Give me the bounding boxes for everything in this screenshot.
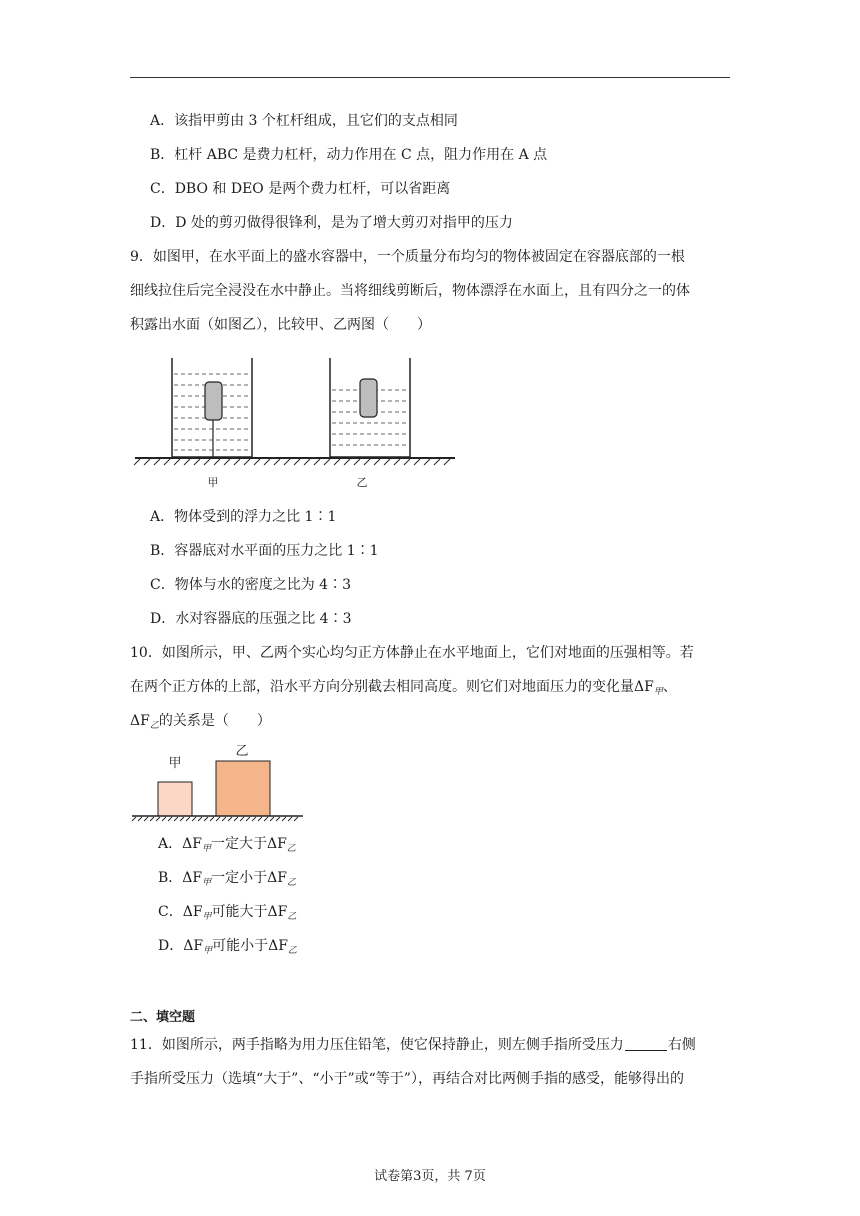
q9-stem-line2: 细线拉住后完全浸没在水中静止。当将细线剪断后，物体漂浮在水面上，且有四分之一的体 xyxy=(130,283,690,299)
page-footer: 试卷第3页，共 7页 xyxy=(374,1169,486,1184)
q9-stem-line3: 积露出水面（如图乙），比较甲、乙两图（ ） xyxy=(130,317,431,333)
q10-label-jia: 甲 xyxy=(168,756,182,771)
q9-object-yi xyxy=(360,379,377,417)
q9-option-c: C．物体与水的密度之比为 4∶3 xyxy=(150,577,351,593)
q8-option-d: D．D 处的剪刃做得很锋利，是为了增大剪刃对指甲的压力 xyxy=(150,215,513,231)
q9-option-d: D．水对容器底的压强之比 4∶3 xyxy=(150,611,352,627)
q9-label-yi: 乙 xyxy=(356,476,368,489)
q10-stem-line3: $\Delta F_乙$的关系是（ ） xyxy=(130,713,271,731)
q10-label-yi: 乙 xyxy=(235,744,249,759)
q10-cube-yi xyxy=(216,761,270,816)
q10-stem-line1: 10．如图所示，甲、乙两个实心均匀正方体静止在水平地面上，它们对地面的压强相等。若 xyxy=(130,645,694,661)
q9-figure xyxy=(130,350,460,495)
q9-option-b: B．容器底对水平面的压力之比 1∶1 xyxy=(150,543,379,559)
q10-figure xyxy=(130,735,305,825)
q9-option-a: A．物体受到的浮力之比 1∶1 xyxy=(150,509,337,525)
q8-option-a: A．该指甲剪由 3 个杠杆组成，且它们的支点相同 xyxy=(150,113,458,129)
q8-option-c: C．DBO 和 DEO 是两个费力杠杆，可以省距离 xyxy=(150,181,451,197)
section-heading: 二、填空题 xyxy=(130,1010,196,1025)
q10-option-b: B．$\Delta F_甲$一定小于$\Delta F_乙$ xyxy=(158,870,296,888)
q11-line2: 手指所受压力（选填“大于”、“小于”或“等于”），再结合对比两侧手指的感受，能够得出的 xyxy=(130,1071,684,1087)
q9-stem-line1: 9．如图甲，在水平面上的盛水容器中，一个质量分布均匀的物体被固定在容器底部的一根 xyxy=(130,249,685,265)
q10-cube-jia xyxy=(158,782,192,816)
header-rule xyxy=(130,77,730,78)
q11-answer-blank[interactable] xyxy=(625,1036,667,1051)
q10-option-d: D．$\Delta F_甲$可能小于$\Delta F_乙$ xyxy=(158,938,297,956)
q9-label-jia: 甲 xyxy=(207,476,219,489)
q10-option-c: C．$\Delta F_甲$可能大于$\Delta F_乙$ xyxy=(158,904,297,922)
q10-option-a: A．$\Delta F_甲$一定大于$\Delta F_乙$ xyxy=(158,836,296,854)
q8-option-b: B．杠杆 ABC 是费力杠杆，动力作用在 C 点，阻力作用在 A 点 xyxy=(150,147,548,163)
q10-stem-line2: 在两个正方体的上部，沿水平方向分别截去相同高度。则它们对地面压力的变化量$\Delta F_甲$、 xyxy=(130,679,677,697)
q9-object-jia xyxy=(205,382,222,420)
q11-line1: 11．如图所示，两手指略为用力压住铅笔，使它保持静止，则左侧手指所受压力 右侧 xyxy=(130,1037,696,1053)
